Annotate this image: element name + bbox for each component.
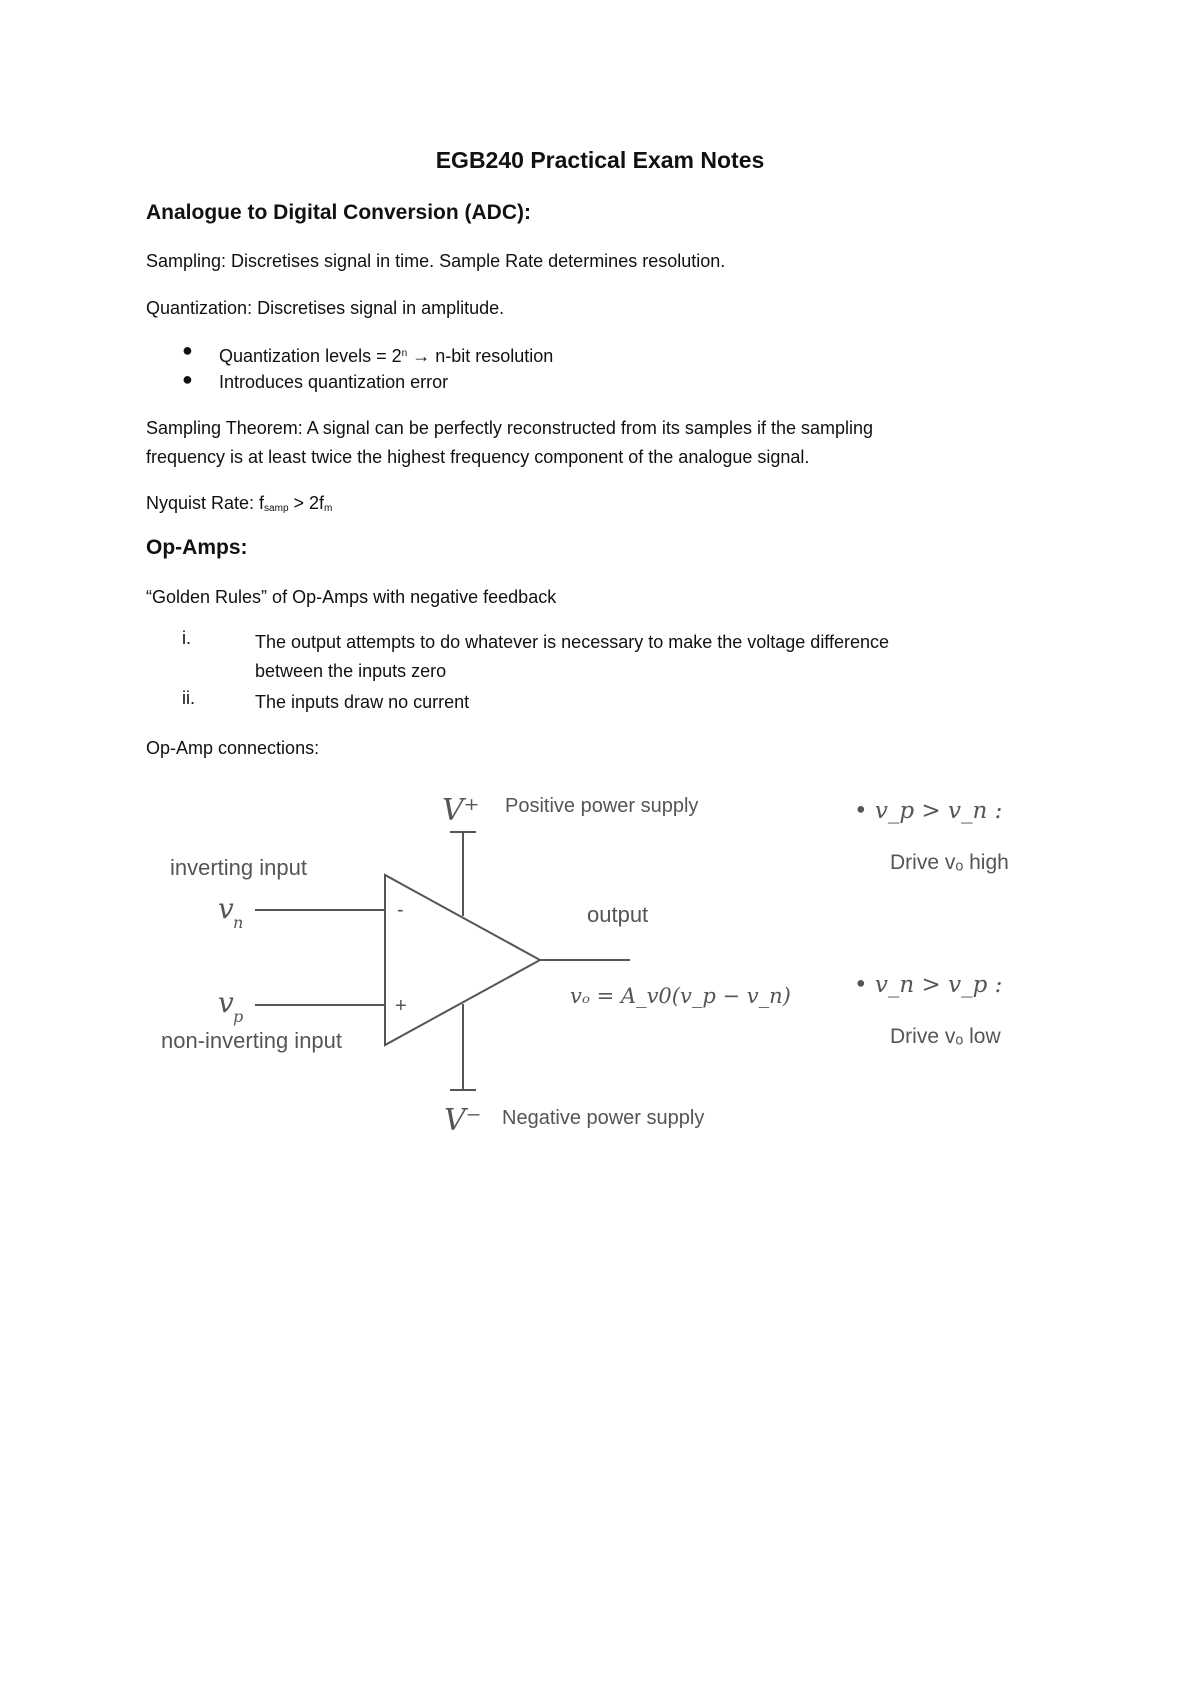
rule-line: The inputs draw no current xyxy=(255,692,470,712)
quantization-text: Quantization: Discretises signal in amplitude. xyxy=(146,298,505,318)
rule-line: between the inputs zero xyxy=(255,661,447,681)
drive-low-text: Drive vₒ low xyxy=(890,1025,1001,1048)
nyquist-rate xyxy=(146,489,332,523)
bullet-icon: ● xyxy=(182,340,193,360)
rule-line: The output attempts to do whatever is necessary to make the voltage difference xyxy=(255,632,890,652)
drive-high-text: Drive vₒ high xyxy=(890,851,1009,874)
non-inverting-input-label: non-inverting input xyxy=(161,1028,343,1053)
theorem-line-2: frequency is at least twice the highest frequency component of the analogue signal. xyxy=(146,447,810,467)
vn-label: v xyxy=(218,892,234,925)
adc-heading: Analogue to Digital Conversion (ADC): xyxy=(146,201,531,224)
nyquist-subscript: m xyxy=(324,503,333,514)
inverting-input-label: inverting input xyxy=(170,855,307,880)
opamps-heading: Op-Amps: xyxy=(146,536,248,559)
condition-2: • v_n > v_p : xyxy=(854,972,1003,998)
condition-1: • v_p > v_n : xyxy=(854,798,1003,824)
theorem-line-1: Sampling Theorem: A signal can be perfectly reconstructed from its samples if the sampling xyxy=(146,418,874,438)
nyquist-subscript: samp xyxy=(264,503,289,514)
output-label: output xyxy=(587,902,649,927)
list-item xyxy=(219,339,553,371)
vp-subscript: p xyxy=(233,1007,244,1026)
nyquist-mid: > 2f xyxy=(288,493,325,513)
nyquist-prefix: Nyquist Rate: f xyxy=(146,493,265,513)
list-number: i. xyxy=(182,628,191,648)
page-title: EGB240 Practical Exam Notes xyxy=(435,147,765,173)
opamp-diagram xyxy=(140,780,1060,1140)
bullet-icon: ● xyxy=(182,369,193,389)
minus-sign: - xyxy=(397,899,404,921)
negative-supply-label: Negative power supply xyxy=(502,1107,705,1129)
golden-rules-text: “Golden Rules” of Op-Amps with negative feedback xyxy=(146,587,557,607)
bullet-text: Quantization levels = 2 xyxy=(219,346,402,366)
vp-label: v xyxy=(218,986,234,1019)
list-number: ii. xyxy=(182,688,195,708)
list-item: Introduces quantization error xyxy=(219,372,449,392)
v-minus-label: V⁻ xyxy=(444,1103,482,1138)
connections-text: Op-Amp connections: xyxy=(146,738,320,758)
superscript: n xyxy=(401,348,408,359)
output-equation: vₒ = A_v0(v_p − v_n) xyxy=(570,984,791,1008)
v-plus-label: V⁺ xyxy=(442,793,480,828)
positive-supply-label: Positive power supply xyxy=(505,795,699,817)
vn-subscript: n xyxy=(233,913,244,932)
bullet-text-suffix: → n-bit resolution xyxy=(407,346,554,366)
plus-sign: + xyxy=(395,995,407,1017)
sampling-text: Sampling: Discretises signal in time. Sample Rate determines resolution. xyxy=(146,251,726,271)
